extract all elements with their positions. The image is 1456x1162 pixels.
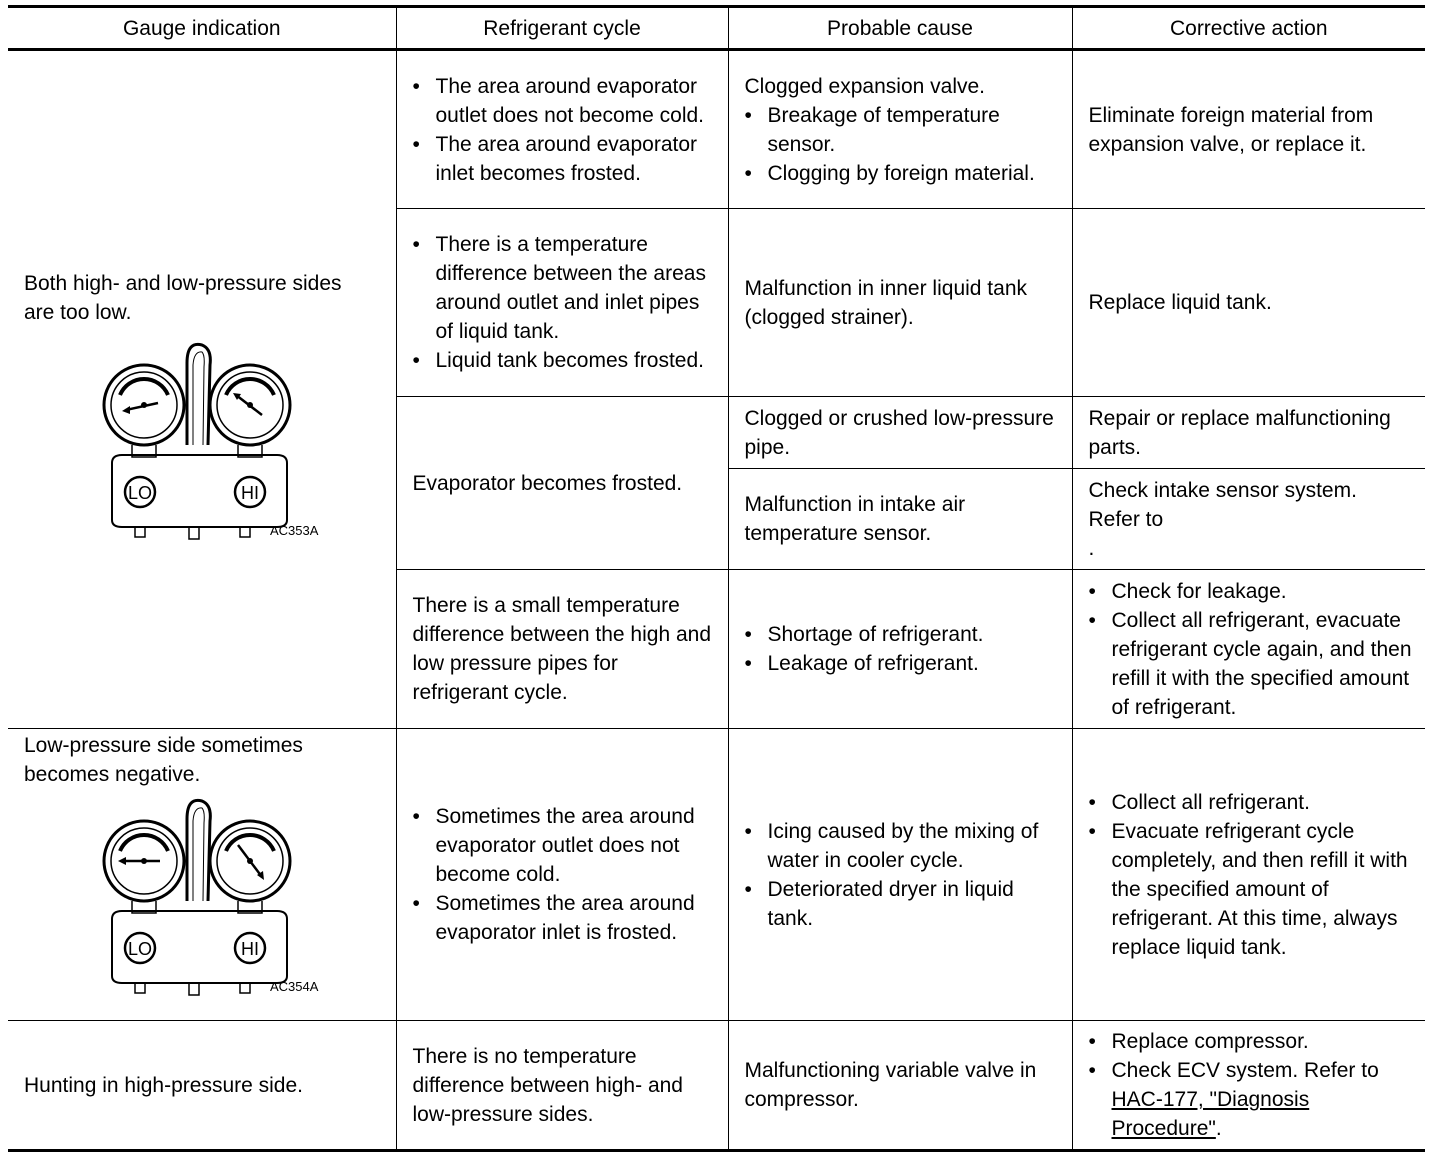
cause-cell: Malfunction in inner liquid tank (clogged strainer). bbox=[728, 209, 1072, 397]
list-item: • Icing caused by the mixing of water in cooler cycle. bbox=[745, 817, 1062, 875]
list-item: • Leakage of refrigerant. bbox=[745, 649, 1062, 678]
action-cell bbox=[1072, 570, 1425, 729]
hi-label: HI bbox=[241, 482, 259, 503]
list-item: • Sometimes the area around evaporator inlet is frosted. bbox=[413, 889, 718, 947]
action-cell bbox=[1072, 729, 1425, 1021]
cycle-cell: There is no temperature difference between high- and low-pressure sides. bbox=[396, 1021, 728, 1151]
table-row bbox=[8, 1021, 1425, 1151]
header-gauge-indication: Gauge indication bbox=[8, 7, 396, 50]
cycle-cell bbox=[396, 209, 728, 397]
cause-cell: Clogged or crushed low-pressure pipe. bbox=[728, 397, 1072, 469]
cycle-cell: There is a small temperature difference between the high and low pressure pipes for refrigerant cycle. bbox=[396, 570, 728, 729]
cause-cell: Clogged expansion valve. • Breakage of temperature sensor. • Clogging by foreign material. bbox=[728, 50, 1072, 209]
hi-label: HI bbox=[241, 939, 259, 959]
figure-code: AC354A bbox=[270, 979, 319, 994]
cause-cell bbox=[728, 570, 1072, 729]
list-item: • Liquid tank becomes frosted. bbox=[413, 346, 718, 375]
gauge-cell-negative bbox=[8, 729, 396, 1021]
cause-cell: Malfunctioning variable valve in compressor. bbox=[728, 1021, 1072, 1151]
cycle-cell: Evaporator becomes frosted. bbox=[396, 397, 728, 570]
list-item: • Replace compressor. bbox=[1089, 1027, 1416, 1056]
header-row bbox=[8, 7, 1425, 50]
list-item: • Sometimes the area around evaporator outlet does not become cold. bbox=[413, 802, 718, 889]
table-row bbox=[8, 729, 1425, 1021]
list-item: • Evacuate refrigerant cycle completely, and then refill it with the specified amount of refrigerant. At this time, always replace liquid tank. bbox=[1089, 817, 1416, 962]
header-probable-cause: Probable cause bbox=[728, 7, 1072, 50]
gauge-figure-ac354a bbox=[102, 791, 332, 1001]
list-item: • Check for leakage. bbox=[1089, 577, 1416, 606]
list-item: • Shortage of refrigerant. bbox=[745, 620, 1062, 649]
gauge-figure-ac353a bbox=[102, 335, 332, 545]
gauge-text: Low-pressure side sometimes becomes negative. bbox=[24, 734, 303, 786]
cycle-cell bbox=[396, 729, 728, 1021]
list-item: • The area around evaporator inlet becomes frosted. bbox=[413, 130, 718, 188]
list-item: • Check ECV system. Refer to HAC-177, "Diagnosis Procedure". bbox=[1089, 1056, 1416, 1143]
action-cell: Replace liquid tank. bbox=[1072, 209, 1425, 397]
list-item: • Collect all refrigerant. bbox=[1089, 788, 1416, 817]
header-refrigerant-cycle: Refrigerant cycle bbox=[396, 7, 728, 50]
diagnosis-table bbox=[8, 5, 1425, 1152]
gauge-cell-both-low bbox=[8, 50, 396, 729]
action-cell: Check intake sensor system. Refer to . bbox=[1072, 469, 1425, 570]
cycle-cell bbox=[396, 50, 728, 209]
action-cell: Eliminate foreign material from expansion valve, or replace it. bbox=[1072, 50, 1425, 209]
lo-label: LO bbox=[127, 939, 153, 959]
list-item: • The area around evaporator outlet does not become cold. bbox=[413, 72, 718, 130]
list-item: • Breakage of temperature sensor. bbox=[745, 101, 1062, 159]
header-corrective-action: Corrective action bbox=[1072, 7, 1425, 50]
list-item: • Clogging by foreign material. bbox=[745, 159, 1062, 188]
table-row bbox=[8, 50, 1425, 209]
action-cell: Repair or replace malfunctioning parts. bbox=[1072, 397, 1425, 469]
action-cell bbox=[1072, 1021, 1425, 1151]
diagnosis-procedure-link[interactable]: HAC-177, "Diagnosis Procedure" bbox=[1111, 1088, 1310, 1140]
gauge-text: Both high- and low-pressure sides are too low. bbox=[24, 271, 342, 324]
list-item: • Collect all refrigerant, evacuate refrigerant cycle again, and then refill it with the specified amount of refrigerant. bbox=[1089, 606, 1416, 722]
figure-code: AC353A bbox=[270, 522, 319, 538]
list-item: • There is a temperature difference between the areas around outlet and inlet pipes of liquid tank. bbox=[413, 230, 718, 346]
lo-label: LO bbox=[127, 482, 153, 503]
cause-cell: Malfunction in intake air temperature sensor. bbox=[728, 469, 1072, 570]
cause-cell bbox=[728, 729, 1072, 1021]
list-item: • Deteriorated dryer in liquid tank. bbox=[745, 875, 1062, 933]
gauge-cell-hunting: Hunting in high-pressure side. bbox=[8, 1021, 396, 1151]
